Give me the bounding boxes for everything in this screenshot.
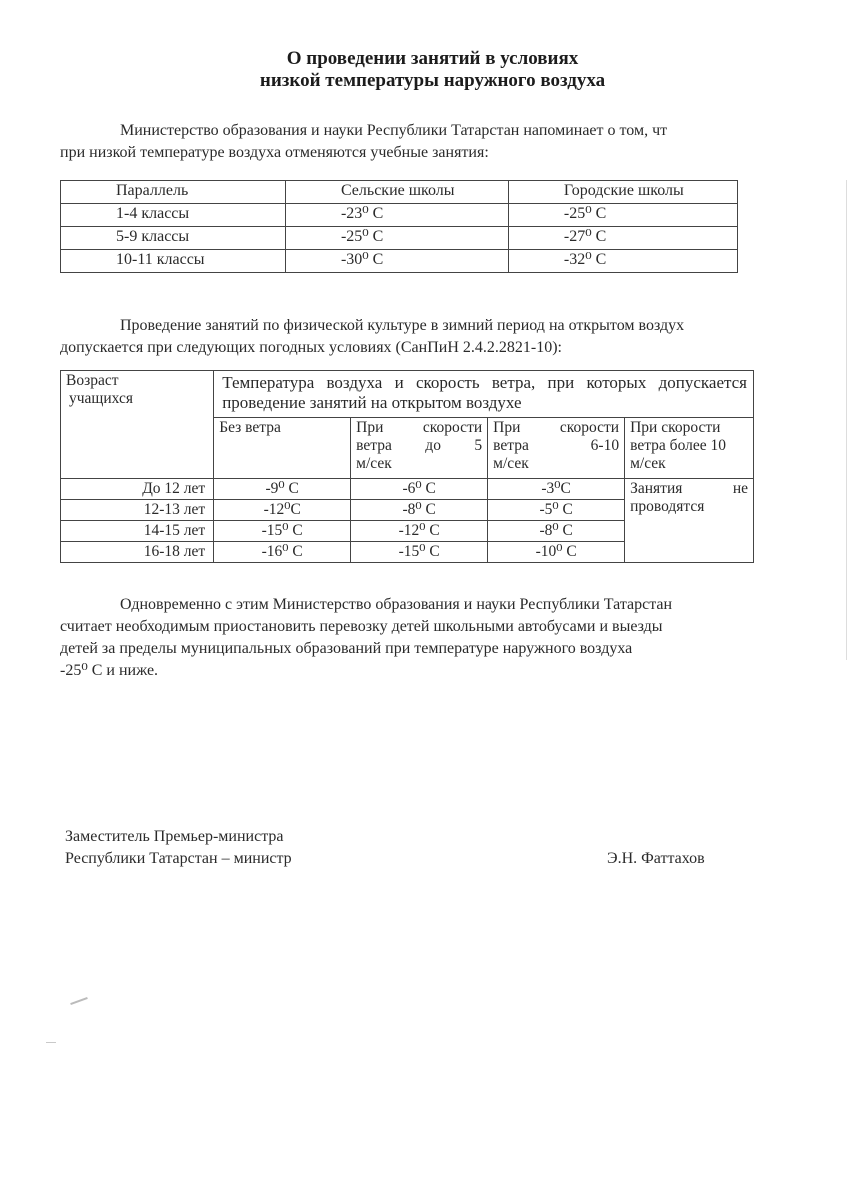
subheader-cell bbox=[488, 418, 625, 479]
closing-line-2: считает необходимым приостановить перевозку детей школьными автобусами и выезды bbox=[60, 618, 663, 635]
scan-mark bbox=[70, 997, 88, 1005]
position-line-2: Республики Татарстан – министр bbox=[65, 850, 292, 867]
age-cell: 14-15 лет bbox=[61, 521, 214, 542]
pe-paragraph bbox=[60, 315, 780, 359]
subheader-line: Без ветра bbox=[219, 419, 281, 436]
table-cell: -5⁰ С bbox=[488, 500, 625, 521]
closing-line-1: Одновременно с этим Министерство образования и науки Республики Татарстан bbox=[120, 596, 673, 613]
table-cell: -6⁰ С bbox=[351, 479, 488, 500]
group-header-cell bbox=[214, 371, 754, 418]
table-cell: -12⁰С bbox=[214, 500, 351, 521]
age-header-cell bbox=[61, 371, 214, 479]
group-header-line-2: проведение занятий на открытом воздухе bbox=[222, 393, 522, 412]
table-row bbox=[61, 204, 738, 227]
table-row bbox=[61, 227, 738, 250]
document-title bbox=[0, 48, 865, 92]
table-cell: -8⁰ С bbox=[351, 500, 488, 521]
age-cell: До 12 лет bbox=[61, 479, 214, 500]
age-header-line-2: учащихся bbox=[69, 390, 133, 407]
position-line-1: Заместитель Премьер-министра bbox=[65, 828, 284, 845]
subheader-cell bbox=[625, 418, 754, 479]
subheader-line: м/сек bbox=[493, 455, 529, 472]
intro-line-1: Министерство образования и науки Республики Татарстан напоминает о том, чт bbox=[120, 122, 668, 139]
table-cell: -27⁰ С bbox=[508, 227, 737, 250]
table-cell: -16⁰ С bbox=[214, 542, 351, 563]
table-cell: -12⁰ С bbox=[351, 521, 488, 542]
scan-mark bbox=[46, 1042, 56, 1043]
subheader-cell bbox=[351, 418, 488, 479]
subheader-line: При скорости bbox=[493, 419, 620, 436]
age-cell: 16-18 лет bbox=[61, 542, 214, 563]
table-cell: 1-4 классы bbox=[61, 204, 286, 227]
age-cell: 12-13 лет bbox=[61, 500, 214, 521]
subheader-line: ветра 6-10 bbox=[493, 437, 620, 454]
subheader-cell bbox=[214, 418, 351, 479]
no-classes-cell bbox=[625, 479, 754, 563]
signatory-name: Э.Н. Фаттахов bbox=[607, 850, 705, 867]
table-cell: -9⁰ С bbox=[214, 479, 351, 500]
subheader-line: м/сек bbox=[630, 455, 666, 472]
subheader-line: ветра более 10 bbox=[630, 437, 726, 454]
subheader-line: ветра до 5 bbox=[356, 437, 483, 454]
scan-edge bbox=[846, 180, 847, 660]
subheader-line: При скорости bbox=[356, 419, 483, 436]
closing-paragraph bbox=[60, 594, 780, 682]
table-header-row bbox=[61, 371, 754, 418]
table-cell: -3⁰С bbox=[488, 479, 625, 500]
signatory-position bbox=[65, 826, 292, 870]
table-cell: 10-11 классы bbox=[61, 250, 286, 273]
age-header-line-1: Возраст bbox=[66, 372, 119, 389]
table-row bbox=[61, 250, 738, 273]
table-cell: -10⁰ С bbox=[488, 542, 625, 563]
closing-line-3: детей за пределы муниципальных образований при температуре наружного воздуха bbox=[60, 640, 633, 657]
table-cell: -25⁰ С bbox=[285, 227, 508, 250]
closing-line-4: -25⁰ С и ниже. bbox=[60, 662, 159, 679]
pe-conditions-table bbox=[60, 370, 754, 563]
class-cancellation-table bbox=[60, 180, 738, 273]
title-line-1: О проведении занятий в условиях bbox=[286, 48, 579, 69]
table-header-row bbox=[61, 181, 738, 204]
no-classes-line-2: проводятся bbox=[630, 498, 705, 515]
table-cell: -30⁰ С bbox=[285, 250, 508, 273]
subheader-line: При скорости bbox=[630, 419, 721, 436]
no-classes-line-1: Занятия не bbox=[630, 480, 748, 497]
header-cell: Параллель bbox=[61, 181, 286, 204]
table-cell: -23⁰ С bbox=[285, 204, 508, 227]
group-header-line-1: Температура воздуха и скорость ветра, при которых допускается bbox=[222, 373, 747, 392]
pe-line-2: допускается при следующих погодных условиях (СанПиН 2.4.2.2821-10): bbox=[60, 339, 562, 356]
table-cell: -15⁰ С bbox=[351, 542, 488, 563]
table-cell: -32⁰ С bbox=[508, 250, 737, 273]
table-cell: -25⁰ С bbox=[508, 204, 737, 227]
title-line-2: низкой температуры наружного воздуха bbox=[259, 70, 606, 91]
table-row bbox=[61, 479, 754, 500]
intro-paragraph bbox=[60, 120, 780, 164]
pe-line-1: Проведение занятий по физической культуре в зимний период на открытом воздух bbox=[120, 317, 685, 334]
header-cell: Сельские школы bbox=[285, 181, 508, 204]
header-cell: Городские школы bbox=[508, 181, 737, 204]
subheader-line: м/сек bbox=[356, 455, 392, 472]
intro-line-2: при низкой температуре воздуха отменяются учебные занятия: bbox=[60, 144, 489, 161]
table-cell: -15⁰ С bbox=[214, 521, 351, 542]
table-cell: -8⁰ С bbox=[488, 521, 625, 542]
table-cell: 5-9 классы bbox=[61, 227, 286, 250]
